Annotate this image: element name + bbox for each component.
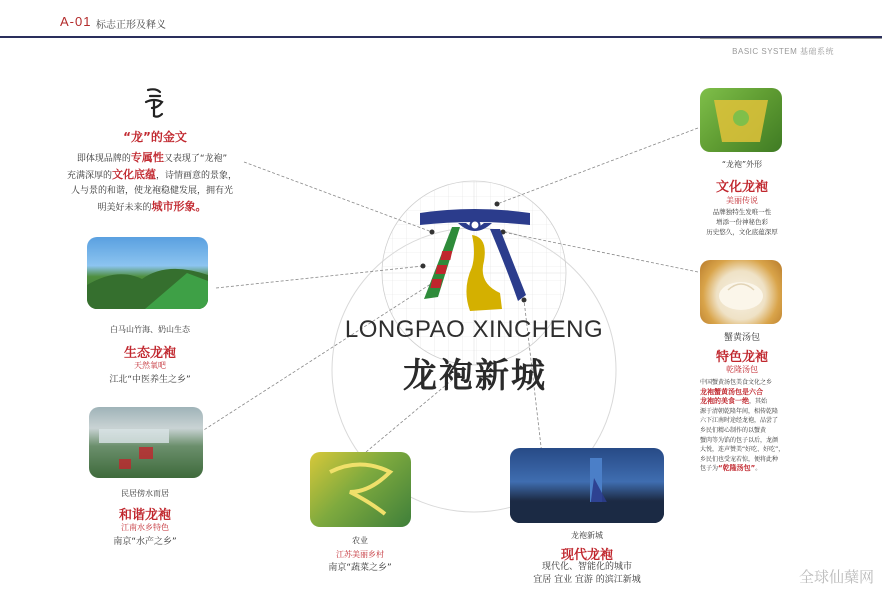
robe-desc: 品牌独特生发唯一性 增添一份神秘色彩 历史悠久，文化底蕴深厚 [706, 208, 778, 236]
agri-sub: 江苏美丽乡村 [336, 550, 384, 559]
field-icon [310, 452, 411, 527]
glyph-description: 即体现品牌的专属性又表现了“龙袍” 充满深厚的文化底蕴，诗情画意的景象， 人与景的和谐，使龙袍稳健发展，拥有光 明美好未来的城市形象。 [66, 151, 238, 213]
watermark: 全球仙蘖网 [798, 568, 874, 586]
food-label: 蟹黄汤包 [723, 333, 760, 343]
modern-photo [510, 448, 664, 523]
food-title: 特色龙袍 [715, 350, 768, 365]
robe-title: 文化龙袍 [715, 180, 768, 195]
logo-chinese: 龙袍新城 [403, 356, 547, 396]
logo-english: LONGPAO XINCHENG [344, 316, 604, 343]
modern-desc-2: 宜居 宜业 宜游 的滨江新城 [533, 575, 641, 585]
village-icon [89, 407, 203, 478]
modern-label: 龙袍新城 [571, 531, 603, 540]
dragon-glyph-icon [142, 86, 166, 120]
robe-label: “龙袍”外形 [721, 160, 763, 169]
robe-photo [700, 88, 782, 152]
eco-sub: 天然氧吧 [134, 361, 166, 370]
mountain-icon [87, 237, 208, 309]
food-description: 中国蟹黄汤包美食文化之乡 龙袍蟹黄汤包是六合 龙袍的美食一绝，其始 源于清朝乾隆年间，相传乾隆 六下江南时途经龙袍，品尝了 乡民们精心制作的以蟹黄 蟹肉等为馅的包子以后，龙颜 大悦，连声赞美“好吃、好吃”， 乡民们也受宠若惊，便将此种 包子为“乾隆汤包”。 [700, 379, 785, 473]
food-photo [700, 260, 782, 324]
modern-title: 现代龙袍 [560, 548, 613, 563]
food-sub: 乾隆汤包 [726, 365, 758, 374]
agri-photo [310, 452, 411, 527]
section-code: A-01 [60, 14, 92, 29]
eco-title: 生态龙袍 [123, 346, 176, 361]
eco-label: 白马山竹海、奶山生态 [110, 325, 190, 334]
robe-sub: 美丽传说 [726, 196, 758, 205]
harmony-label: 民居傍水而居 [121, 489, 169, 498]
robe-field-icon [700, 88, 782, 152]
modern-desc-1: 现代化、智能化的城市 [541, 562, 632, 572]
system-label: BASIC SYSTEM 基础系统 [732, 47, 834, 56]
harmony-sub: 江南水乡特色 [121, 523, 169, 532]
harmony-title: 和谐龙袍 [118, 508, 171, 523]
harmony-desc: 南京“水产之乡” [113, 537, 177, 547]
eco-desc: 江北“中医养生之乡” [109, 375, 191, 385]
agri-label: 农业 [352, 536, 368, 545]
harmony-photo [89, 407, 203, 478]
skyline-icon [510, 448, 664, 523]
logo-mark [414, 205, 536, 315]
agri-desc: 南京“蔬菜之乡” [328, 563, 392, 573]
section-title: 标志正形及释义 [96, 20, 166, 31]
dumpling-icon [700, 260, 782, 324]
glyph-title: “龙”的金文 [123, 130, 187, 144]
eco-photo [87, 237, 208, 309]
